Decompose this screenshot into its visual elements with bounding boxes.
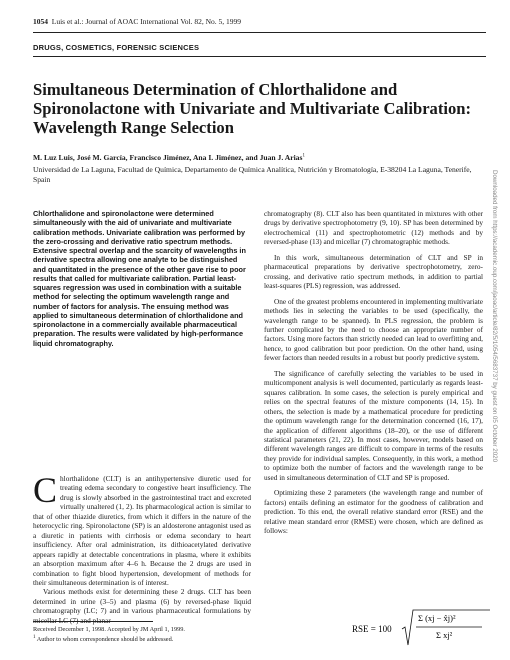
correspondence-text: Author to whom correspondence should be addressed. [36, 636, 174, 644]
right-paragraph-2: In this work, simultaneous determination of CLT and SP in pharmaceutical preparations by derivative spectrophotometry, zero-crossing, and derivative ratio spectrum methods, in addition to partial least-squares (PLS) regression, was addressed. [264, 252, 483, 291]
watermark-text: Downloaded from https://academic.oup.com/jaoac/article/82/5/1054/5683737 by guest on 05 October 2020 [491, 170, 498, 463]
equation-svg [352, 607, 492, 651]
article-title: Simultaneous Determination of Chlorthalidone and Spironolactone with Univariate and Multivariate Calibration: Wavelength Range Selection [33, 80, 472, 137]
section-rule [33, 56, 486, 57]
section-heading: DRUGS, COSMETICS, FORENSIC SCIENCES [33, 43, 200, 52]
right-column [264, 209, 483, 542]
dropcap: C [33, 470, 58, 510]
right-paragraph-5: Optimizing these 2 parameters (the wavelength range and number of factors) entails defining an estimator for the goodness of calibration and prediction. To this end, the overall relative standard error (RSE) and the relative mean standard error (RMSE) were chosen, which are defined as follows: [264, 488, 483, 536]
author-list: M. Luz Luis, José M. García, Francisco Jiménez, Ana I. Jiménez, and Juan J. Arias [33, 153, 303, 162]
received-note: Received December 1, 1998. Accepted by JM April 1, 1999. [33, 626, 185, 633]
running-head: Luis et al.: Journal of AOAC International Vol. 82, No. 5, 1999 [51, 17, 242, 26]
header-rule [33, 32, 486, 33]
right-paragraph-4: The significance of carefully selecting the variables to be used in multicomponent analysis is well documented, particularly as regards least-squares calibration. In some cases, the selection is purely empirical and relies on the spectral features of the mixture components (14, 15). In others, the selection is made by a mathematical procedure for predicting the optimum wavelength range for the determination concerned (16, 17), the application of different algorithms (18–20), or the use of different statistical parameters (21, 22). In most cases, however, models based on different wavelength ranges are difficult to compare in terms of the results they provide for individual samples. Consequently, in this work, a method to optimize both the number of factors and the wavelength range to be used in simultaneous determination of CLT and SP is proposed. [264, 368, 483, 482]
fn-sup: 1 [33, 635, 36, 640]
rse-equation [352, 607, 492, 651]
page-number: 1054 [33, 17, 48, 26]
correspondence-note [33, 634, 251, 644]
footnote-rule [33, 621, 153, 622]
abstract: Chlorthalidone and spironolactone were determined simultaneously with the aid of univariate and multivariate calibration methods. Univariate calibration was performed by the zero-crossing and derivative ratio spectrum methods. Extensive spectral overlap and the scarcity of wavelengths in derivative spectra allowing one analyte to be distinguished and quantitated in the presence of the other gave rise to poor results that called for multivariate calibration. Partial least-squares regression was used in combination with a suitable method for selecting the optimum wavelength range and number of factors for analysis. The ensuing method was applied to simultaneous determination of chlorthalidone and spironolactone in a commercially available pharmaceutical preparation. The results were validated by high-performance liquid chromatography. [33, 209, 246, 348]
eq-numerator: Σ (xj − x̂j)² [418, 613, 456, 623]
eq-denominator: Σ xj² [436, 630, 453, 640]
right-paragraph-1: chromatography (8). CLT also has been quantitated in mixtures with other drugs by derivative spectrophotometry (9, 10). SP has been determined by electrochemical (11) and spectrophotometric (12) methods and by reversed-phase (13) and micellar (7) chromatographic methods. [264, 209, 483, 247]
eq-lhs: RSE = 100 [352, 624, 392, 634]
running-header [33, 17, 241, 26]
authors [33, 153, 305, 162]
methods-paragraph: Various methods exist for determining these 2 drugs. CLT has been determined in urine (3–5) and plasma (6) by reversed-phase liquid chromatography (LC; 7) and in various pharmaceutical formulations by [33, 587, 251, 616]
author-sup: 1 [302, 153, 305, 159]
intro-text: hlorthalidone (CLT) is an antihypertensive diuretic used for treating edema secondary to congestive heart insufficiency. The drug is slowly absorbed in the gastrointestinal tract and excreted virtually unaltered (1, 2). Its pharmacological action is similar to that of other thiazide diuretics, from which it differs in the nature of the heterocyclic ring. Spironolactone (SP) is an aldosterone antagonist used as a diuretic in patients with cirrhosis or edema secondary to heart insufficiency. After oral administration, its dithioacetylated derivative appears rapidly at detectable concentrations in plasma, where it exhibits an absorption maximum after 4–6 h. Because the 2 drugs are used in combination to fight blood hypertension, development of methods for their simultaneous determination is of interest. [33, 474, 251, 587]
download-watermark [489, 170, 501, 590]
footnotes [33, 626, 251, 644]
left-column [33, 470, 251, 625]
affiliation: Universidad de La Laguna, Facultad de Química, Departamento de Química Analítica, Nutrición y Bromatología, E-38204 La Laguna, Tenerife, Spain [33, 165, 472, 184]
right-paragraph-3: One of the greatest problems encountered in implementing multivariate methods lies in selecting the variables to be used (specifically, the wavelength range to be spanned). In PLS regression, the problem is further complicated by the need to choose an appropriate number of factors. Using more factors than strictly needed can lead to overfitting and, hence, to good calibration but poor prediction. On the other hand, using fewer factors than needed results in a robust but poorly predictive system. [264, 296, 483, 363]
intro-paragraph [33, 470, 251, 587]
